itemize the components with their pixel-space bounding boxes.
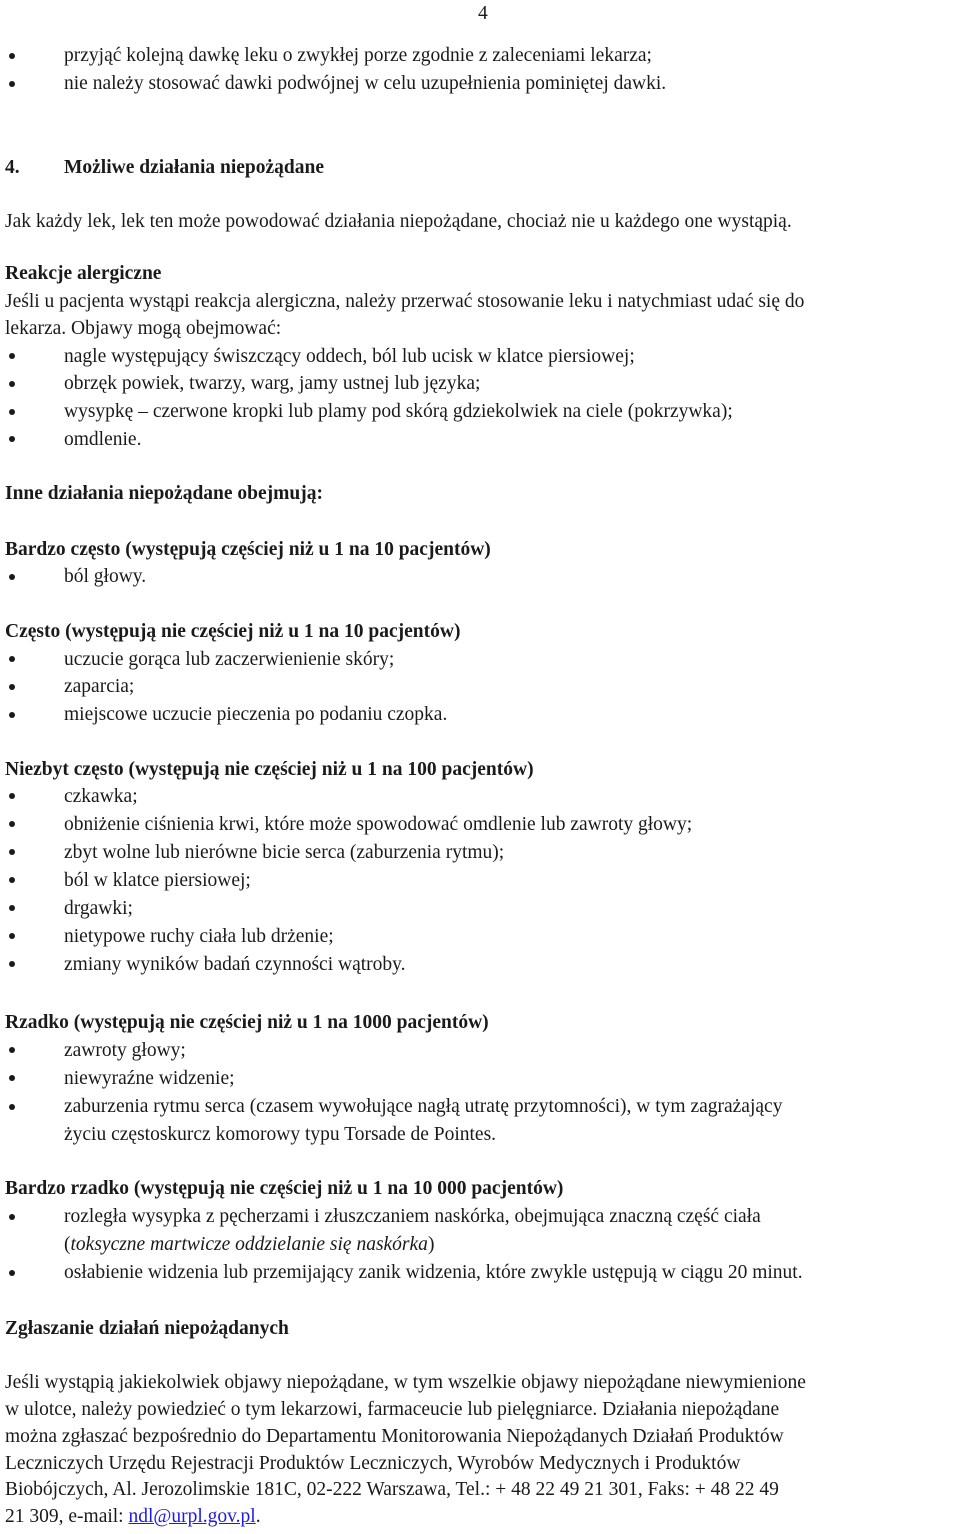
list-item: nagle występujący świszczący oddech, ból lub ucisk w klatce piersiowej; [64,346,635,367]
list-item-continuation: życiu częstoskurcz komorowy typu Torsade de Pointes. [64,1124,497,1145]
allergic-text: Jeśli u pacjenta wystąpi reakcja alergiczna, należy przerwać stosowanie leku i natychmiast udać się do [5,291,805,312]
bullet-dot [9,574,15,580]
bullet-dot [9,81,15,87]
list-item-continuation [64,1235,434,1255]
reporting-text: można zgłaszać bezpośrednio do Departamentu Monitorowania Niepożądanych Działań Produktów [5,1426,784,1447]
list-item: zaparcia; [64,676,135,697]
reporting-text: Jeśli wystąpią jakiekolwiek objawy niepożądane, w tym wszelkie objawy niepożądane niewymienione [5,1372,806,1393]
very-common-heading: Bardzo często (występują częściej niż u 1 na 10 pacjentów) [5,539,491,560]
reporting-text: w ulotce, należy powiedzieć o tym lekarzowi, farmaceucie lub pielęgniarce. Działania niepożądane [5,1399,780,1420]
list-item: czkawka; [64,786,138,807]
bullet-dot [9,1214,15,1220]
bullet-dot [9,961,15,967]
section-intro: Jak każdy lek, lek ten może powodować działania niepożądane, chociaż nie u każdego one wystąpią. [5,211,792,232]
allergic-heading: Reakcje alergiczne [5,263,162,284]
bullet-dot [9,381,15,387]
reporting-text: Leczniczych Urzędu Rejestracji Produktów Leczniczych, Wyrobów Medycznych i Produktów [5,1453,741,1474]
list-item: osłabienie widzenia lub przemijający zanik widzenia, które zwykle ustępują w ciągu 20 minut. [64,1262,803,1283]
bullet-dot [9,793,15,799]
uncommon-heading: Niezbyt często (występują nie częściej niż u 1 na 100 pacjentów) [5,759,534,780]
paren-close: ) [427,1234,435,1255]
list-item: nie należy stosować dawki podwójnej w celu uzupełnienia pominiętej dawki. [64,73,667,94]
email-link[interactable]: ndl@urpl.gov.pl [128,1506,256,1527]
page-number: 4 [478,3,488,24]
bullet-dot [9,933,15,939]
bullet-dot [9,849,15,855]
bullet-dot [9,1047,15,1053]
bullet-dot [9,712,15,718]
bullet-dot [9,53,15,59]
bullet-dot [9,821,15,827]
other-heading: Inne działania niepożądane obejmują: [5,483,323,504]
list-item: niewyraźne widzenie; [64,1068,235,1089]
list-item: rozległa wysypka z pęcherzami i złuszczaniem naskórka, obejmująca znaczną część ciała [64,1206,761,1227]
list-item: omdlenie. [64,429,142,450]
list-item: nietypowe ruchy ciała lub drżenie; [64,926,334,947]
section-number: 4. [5,157,20,178]
reporting-text [5,1507,261,1527]
bullet-dot [9,905,15,911]
bullet-dot [9,1270,15,1276]
reporting-text-suffix: . [255,1506,261,1527]
list-item: miejscowe uczucie pieczenia po podaniu czopka. [64,704,448,725]
list-item: zaburzenia rytmu serca (czasem wywołujące nagłą utratę przytomności), w tym zagrażający [64,1096,783,1117]
list-item: drgawki; [64,898,133,919]
section-title: Możliwe działania niepożądane [64,157,324,178]
bullet-dot [9,1104,15,1110]
list-item: wysypkę – czerwone kropki lub plamy pod skórą gdziekolwiek na ciele (pokrzywka); [64,401,733,422]
bullet-dot [9,409,15,415]
list-item: zmiany wyników badań czynności wątroby. [64,954,406,975]
paren-open: ( [64,1234,71,1255]
list-item: przyjąć kolejną dawkę leku o zwykłej porze zgodnie z zaleceniami lekarza; [64,45,652,66]
reporting-text: Biobójczych, Al. Jerozolimskie 181C, 02-222 Warszawa, Tel.: + 48 22 49 21 301, Faks: + 48 22 49 [5,1479,779,1500]
bullet-dot [9,656,15,662]
list-item: obrzęk powiek, twarzy, warg, jamy ustnej lub języka; [64,373,481,394]
list-item: ból głowy. [64,566,147,587]
bullet-dot [9,684,15,690]
very-rare-heading: Bardzo rzadko (występują nie częściej niż u 1 na 10 000 pacjentów) [5,1178,564,1199]
bullet-dot [9,877,15,883]
list-item: uczucie gorąca lub zaczerwienienie skóry; [64,649,395,670]
list-item: zawroty głowy; [64,1040,186,1061]
rare-heading: Rzadko (występują nie częściej niż u 1 na 1000 pacjentów) [5,1012,489,1033]
bullet-dot [9,353,15,359]
reporting-text-prefix: 21 309, e-mail: [5,1506,129,1527]
reporting-heading: Zgłaszanie działań niepożądanych [5,1318,289,1339]
list-item: ból w klatce piersiowej; [64,870,251,891]
bullet-dot [9,1075,15,1081]
allergic-text: lekarza. Objawy mogą obejmować: [5,318,282,339]
italic-term: toksyczne martwicze oddzielanie się naskórka [70,1234,428,1255]
common-heading: Często (występują nie częściej niż u 1 na 10 pacjentów) [5,621,461,642]
list-item: obniżenie ciśnienia krwi, które może spowodować omdlenie lub zawroty głowy; [64,814,693,835]
bullet-dot [9,436,15,442]
list-item: zbyt wolne lub nierówne bicie serca (zaburzenia rytmu); [64,842,505,863]
